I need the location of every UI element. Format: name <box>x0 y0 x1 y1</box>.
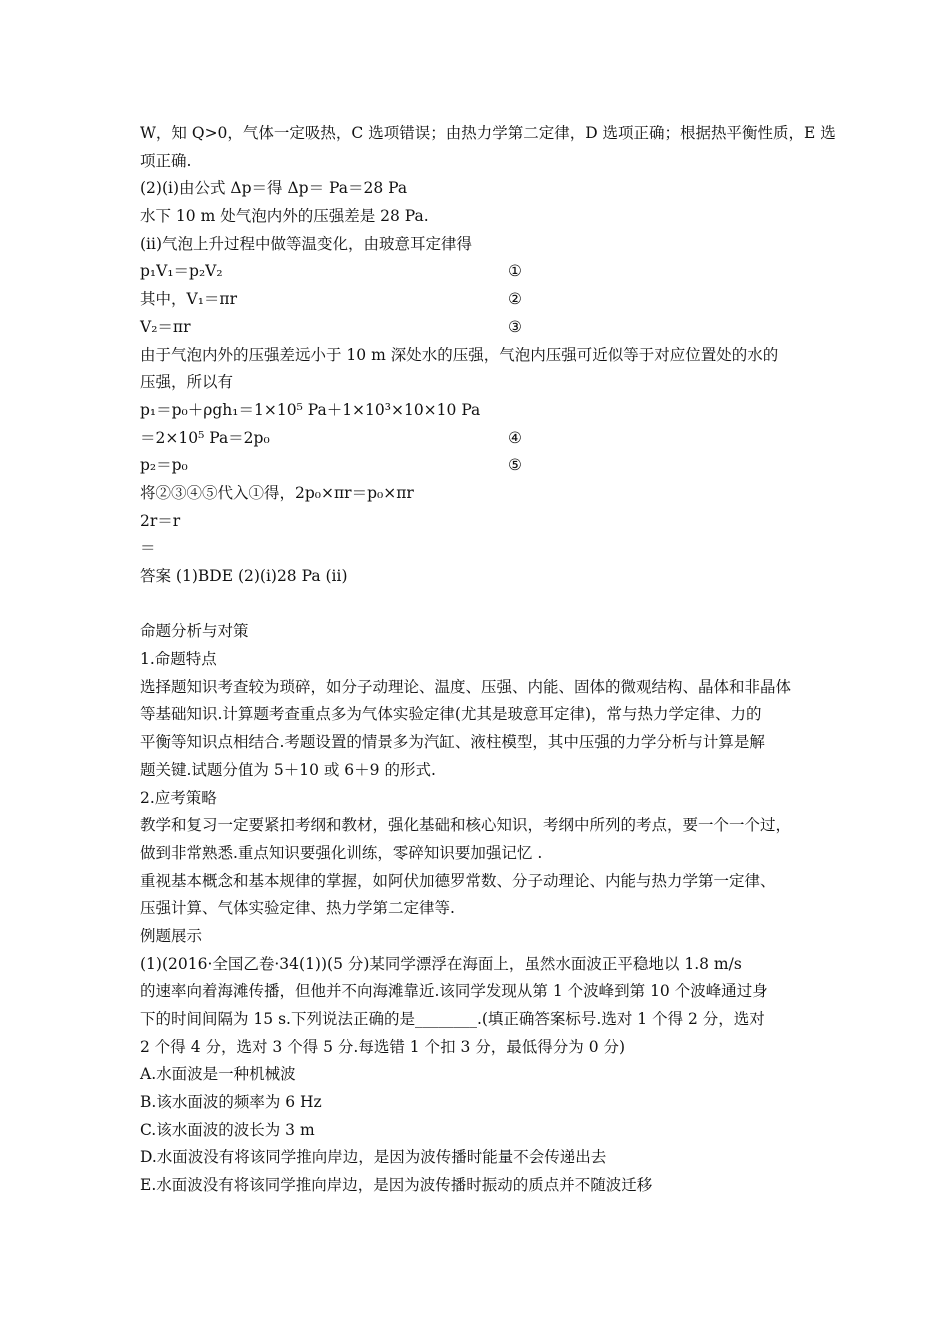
text-line: 选择题知识考查较为琐碎，如分子动理论、温度、压强、内能、固体的微观结构、晶体和非晶体 <box>140 677 792 696</box>
text-line: (ⅱ)气泡上升过程中做等温变化，由玻意耳定律得 <box>140 234 473 253</box>
equation-mark: ⑤ <box>508 456 522 475</box>
equation-mark: ④ <box>508 428 522 447</box>
equation-4 <box>140 425 820 453</box>
text-line: 等基础知识.计算题考查重点多为气体实验定律(尤其是玻意耳定律)，常与热力学定律、力的 <box>140 705 762 724</box>
text-line: 水下 10 m 处气泡内外的压强差是 28 Pa. <box>140 207 429 226</box>
equation-text: p₁V₁＝p₂V₂ <box>140 262 223 281</box>
equation-text: p₂＝p₀ <box>140 456 188 475</box>
text-line: 压强计算、气体实验定律、热力学第二定律等. <box>140 899 455 918</box>
equation-mark: ③ <box>508 317 522 336</box>
spacer <box>140 591 820 619</box>
equation-1 <box>140 258 820 286</box>
text-line: 平衡等知识点相结合.考题设置的情景多为汽缸、液柱模型，其中压强的力学分析与计算是解 <box>140 733 765 752</box>
subsection-title: 1.命题特点 <box>140 650 217 669</box>
option-b: B.该水面波的频率为 6 Hz <box>140 1093 322 1112</box>
question-line: (1)(2016·全国乙卷·34(1))(5 分)某同学漂浮在海面上，虽然水面波正平稳地以 1.8 m/s <box>140 954 742 973</box>
subsection-title: 2.应考策略 <box>140 788 217 807</box>
equation-5 <box>140 452 820 480</box>
question-line: 2 个得 4 分，选对 3 个得 5 分.每选错 1 个扣 3 分，最低得分为 0 分) <box>140 1037 626 1056</box>
equation-3 <box>140 314 820 342</box>
text-line: 题关键.试题分值为 5＋10 或 6＋9 的形式. <box>140 760 436 779</box>
equation-mark: ① <box>508 262 522 281</box>
text-line: 2r＝r <box>140 511 181 530</box>
text-line: 做到非常熟悉.重点知识要强化训练，零碎知识要加强记忆 . <box>140 843 543 862</box>
equation-2 <box>140 286 820 314</box>
text-line: p₁＝p₀＋ρgh₁＝1×10⁵ Pa＋1×10³×10×10 Pa <box>140 400 481 419</box>
answer-line: 答案 (1)BDE (2)(ⅰ)28 Pa (ⅱ) <box>140 567 348 585</box>
equation-mark: ② <box>508 290 522 309</box>
text-line: 由于气泡内外的压强差远小于 10 m 深处水的压强，气泡内压强可近似等于对应位置处的水的 <box>140 345 779 364</box>
text-line: 教学和复习一定要紧扣考纲和教材，强化基础和核心知识，考纲中所列的考点，要一个一个过， <box>140 816 792 835</box>
equation-text: ＝2×10⁵ Pa＝2p₀ <box>140 428 270 447</box>
option-a: A.水面波是一种机械波 <box>140 1065 296 1084</box>
text-line: (2)(ⅰ)由公式 Δp＝得 Δp＝ Pa＝28 Pa <box>140 179 408 198</box>
text-line: 将②③④⑤代入①得，2p₀×πr＝p₀×πr <box>140 483 414 502</box>
option-d: D.水面波没有将该同学推向岸边，是因为波传播时能量不会传递出去 <box>140 1148 607 1167</box>
text-line: 压强，所以有 <box>140 373 234 392</box>
equation-text: 其中，V₁＝πr <box>140 290 238 309</box>
option-e: E.水面波没有将该同学推向岸边，是因为波传播时振动的质点并不随波迁移 <box>140 1176 653 1195</box>
question-line: 的速率向着海滩传播，但他并不向海滩靠近.该同学发现从第 1 个波峰到第 10 个波峰通过身 <box>140 982 768 1001</box>
section-heading: 例题展示 <box>140 926 203 945</box>
text-line: ＝ <box>140 539 156 558</box>
option-c: C.该水面波的波长为 3 m <box>140 1120 315 1139</box>
equation-text: V₂＝πr <box>140 317 191 336</box>
text-line: 重视基本概念和基本规律的掌握，如阿伏加德罗常数、分子动理论、内能与热力学第一定律、 <box>140 871 776 890</box>
question-line: 下的时间间隔为 15 s.下列说法正确的是________.(填正确答案标号.选对 1 个得 2 分，选对 <box>140 1010 765 1028</box>
section-heading: 命题分析与对策 <box>140 622 249 641</box>
text-line: 项正确. <box>140 151 192 170</box>
text-line: W，知 Q>0，气体一定吸热，C 选项错误；由热力学第二定律，D 选项正确；根据热平衡性质，E 选 <box>140 124 836 142</box>
document-page <box>140 120 836 1200</box>
